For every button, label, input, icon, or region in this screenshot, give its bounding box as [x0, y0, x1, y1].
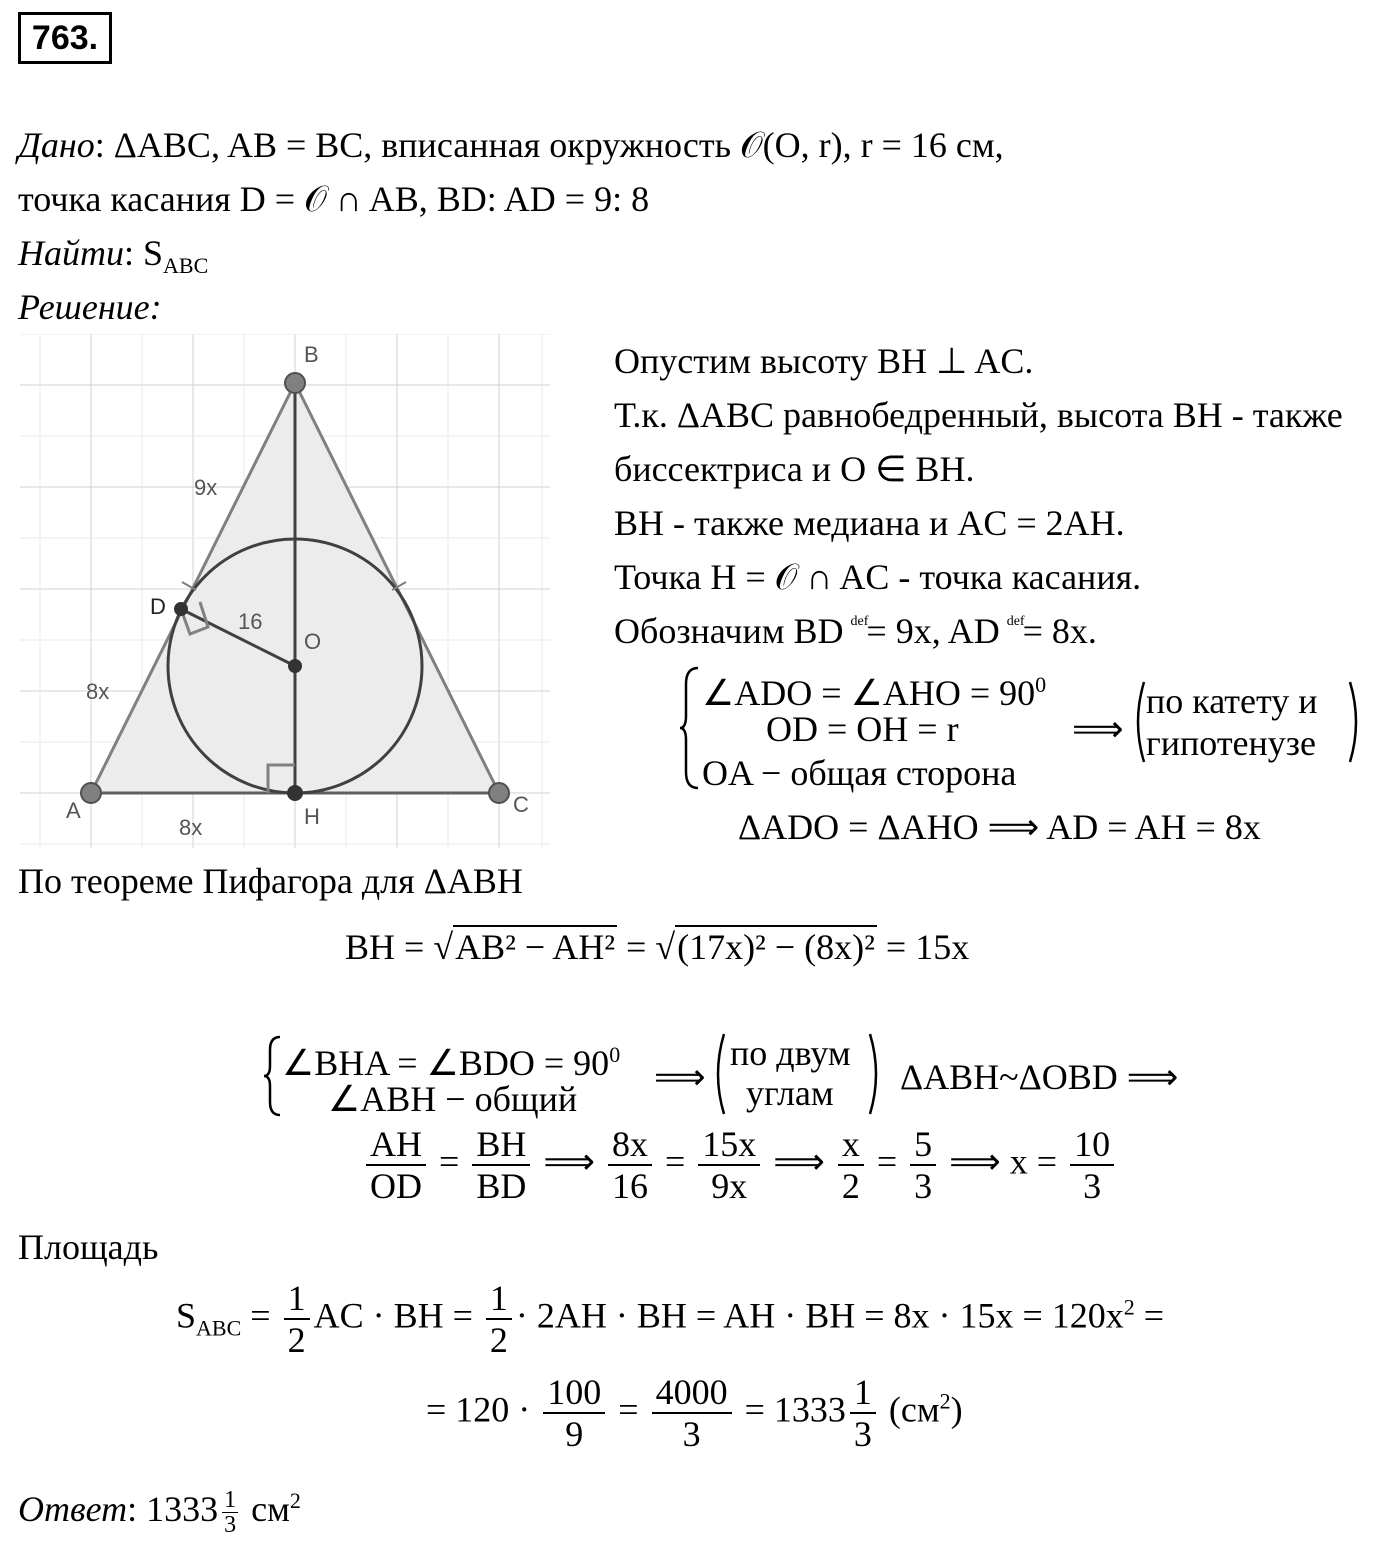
sys1-arrow: ⟹ — [1072, 709, 1124, 749]
frac-5-3: $\frac{5}{3}$ — [910, 1124, 936, 1206]
sim-row-2: ∠ABH − общий — [328, 1079, 578, 1119]
frac-8x-16: $\frac{8x}{16}$ — [608, 1124, 652, 1206]
system-similarity — [262, 1034, 652, 1118]
sim-tail: ΔABH~ΔOBD ⟹ — [900, 1057, 1179, 1097]
label-b: B — [304, 342, 319, 367]
area-label: Площадь — [18, 1227, 159, 1267]
label-d: D — [150, 594, 166, 619]
area-line-2: = 120 · $\frac{100}{9}$ = $\frac{4000}{3}$ = 1333 $\frac{1}{3}$ $(см^2)$ — [426, 1372, 963, 1454]
solution-label: Решение: — [18, 287, 162, 327]
find-sub: ABC — [163, 253, 209, 279]
given-line-2: точка касания D = 𝒪 ∩ AB, BD: AD = 9: 8 — [18, 179, 650, 219]
right-line-6 — [614, 610, 1097, 661]
right-line-1: Опустим высоту BH ⊥ AC. — [614, 341, 1034, 381]
pythagoras-label: По теореме Пифагора для ΔABH — [18, 861, 523, 901]
sim-reason-1: по двум — [730, 1033, 851, 1073]
frac-x-2: $\frac{x}{2}$ — [838, 1124, 864, 1206]
problem-number: 763. — [18, 12, 112, 64]
frac-half-2: $\frac{1}{2}$ — [486, 1278, 512, 1360]
frac-15x-9x: $\frac{15x}{9x}$ — [698, 1124, 760, 1206]
notation-end: 8x. — [1042, 611, 1097, 651]
notation-ad: 9x, AD — [886, 611, 1009, 651]
point-d — [174, 602, 188, 616]
frac-ah-od: $\frac{AH}{OD}$ — [366, 1124, 426, 1206]
def-mark-1: $^{def}$= — [850, 611, 887, 651]
given-line-1 — [18, 124, 1004, 166]
brace-left-2 — [262, 1034, 282, 1118]
sys1-reason-2: гипотенузе — [1146, 723, 1316, 763]
notation-bd: Обозначим BD — [614, 611, 853, 651]
label-c: C — [513, 792, 529, 817]
sim-row-1: ∠BHA = ∠BDO = $90^0$ — [282, 1042, 621, 1083]
sim-arrow: ⟹ — [654, 1057, 706, 1097]
frac-10-3: $\frac{10}{3}$ — [1070, 1124, 1114, 1206]
brace-left-1 — [678, 664, 700, 792]
find-label: Найти — [18, 233, 124, 273]
sys1-row-3: OA − общая сторона — [702, 753, 1017, 793]
sys1-row-2: OD = OH = r — [766, 709, 959, 749]
given-text-1: : ΔABC, AB = BC, вписанная окружность 𝒪(O, r), r = 16 см, — [94, 125, 1004, 165]
right-line-2: Т.к. ΔABC равнобедренный, высота BH - также — [614, 395, 1343, 435]
point-a — [81, 783, 101, 803]
frac-4000-3: $\frac{4000}{3}$ — [652, 1372, 732, 1454]
frac-100-9: $\frac{100}{9}$ — [543, 1372, 605, 1454]
frac-bh-bd: $\frac{BH}{BD}$ — [472, 1124, 530, 1206]
label-h: H — [304, 804, 320, 829]
frac-1-3: $\frac{1}{3}$ — [850, 1372, 876, 1454]
congruence-conclusion: ΔADO = ΔAHO ⟹ AD = AH = 8x — [738, 807, 1261, 847]
point-o — [288, 659, 302, 673]
sys1-row-1: ∠ADO = ∠AHO = $90^0$ — [702, 672, 1047, 713]
find-line — [18, 232, 208, 287]
given-label: Дано — [18, 125, 95, 165]
system-congruence — [678, 664, 1098, 792]
sim-reason — [710, 1032, 886, 1116]
pythagoras-equation: BH = √AB² − AH² = √(17x)² − (8x)² = 15x — [345, 927, 970, 967]
label-radius-16: 16 — [238, 609, 263, 634]
point-b — [285, 373, 305, 393]
sim-reason-2: углам — [746, 1073, 834, 1113]
answer-label: Ответ — [18, 1489, 128, 1529]
right-line-5: Точка H = 𝒪 ∩ AC - точка касания. — [614, 557, 1142, 597]
label-ad-8x: 8x — [86, 679, 110, 704]
frac-half-1: $\frac{1}{2}$ — [284, 1278, 310, 1360]
point-c — [489, 783, 509, 803]
triangle-diagram — [20, 334, 550, 848]
sys1-reason — [1130, 680, 1366, 764]
ratio-chain: $\frac{AH}{OD}$ = $\frac{BH}{BD}$ ⟹ $\frac{8x}{16}$ = $\frac{15x}{9x}$ ⟹ $\frac{x}{2}$ = $\frac{5}{3}$ ⟹ x = $\frac{10}{3}$ — [362, 1124, 1118, 1206]
label-a: A — [66, 798, 81, 823]
label-o: O — [304, 629, 322, 654]
label-bd-9x: 9x — [194, 475, 218, 500]
find-value: : S — [124, 233, 164, 273]
right-line-4: BH - также медиана и AC = 2AH. — [614, 503, 1125, 543]
point-h — [287, 785, 303, 801]
area-line-1: $S_{ABC}$ = $\frac{1}{2}$ AC · BH = $\frac{1}{2}$ · 2AH · BH = AH · BH = $8x \cdot 15x = 120x^2$ = — [176, 1278, 1165, 1360]
answer-fraction: $\frac{1}{3}$ — [224, 1487, 237, 1539]
label-ah-8x: 8x — [179, 815, 203, 840]
right-line-3: биссектриса и O ∈ BH. — [614, 449, 975, 489]
answer-line: Ответ: 1333 $\frac{1}{3}$ $см^2$ — [18, 1487, 301, 1539]
sys1-reason-1: по катету и — [1146, 681, 1318, 721]
def-mark-2: $^{def}$= — [1006, 611, 1043, 651]
